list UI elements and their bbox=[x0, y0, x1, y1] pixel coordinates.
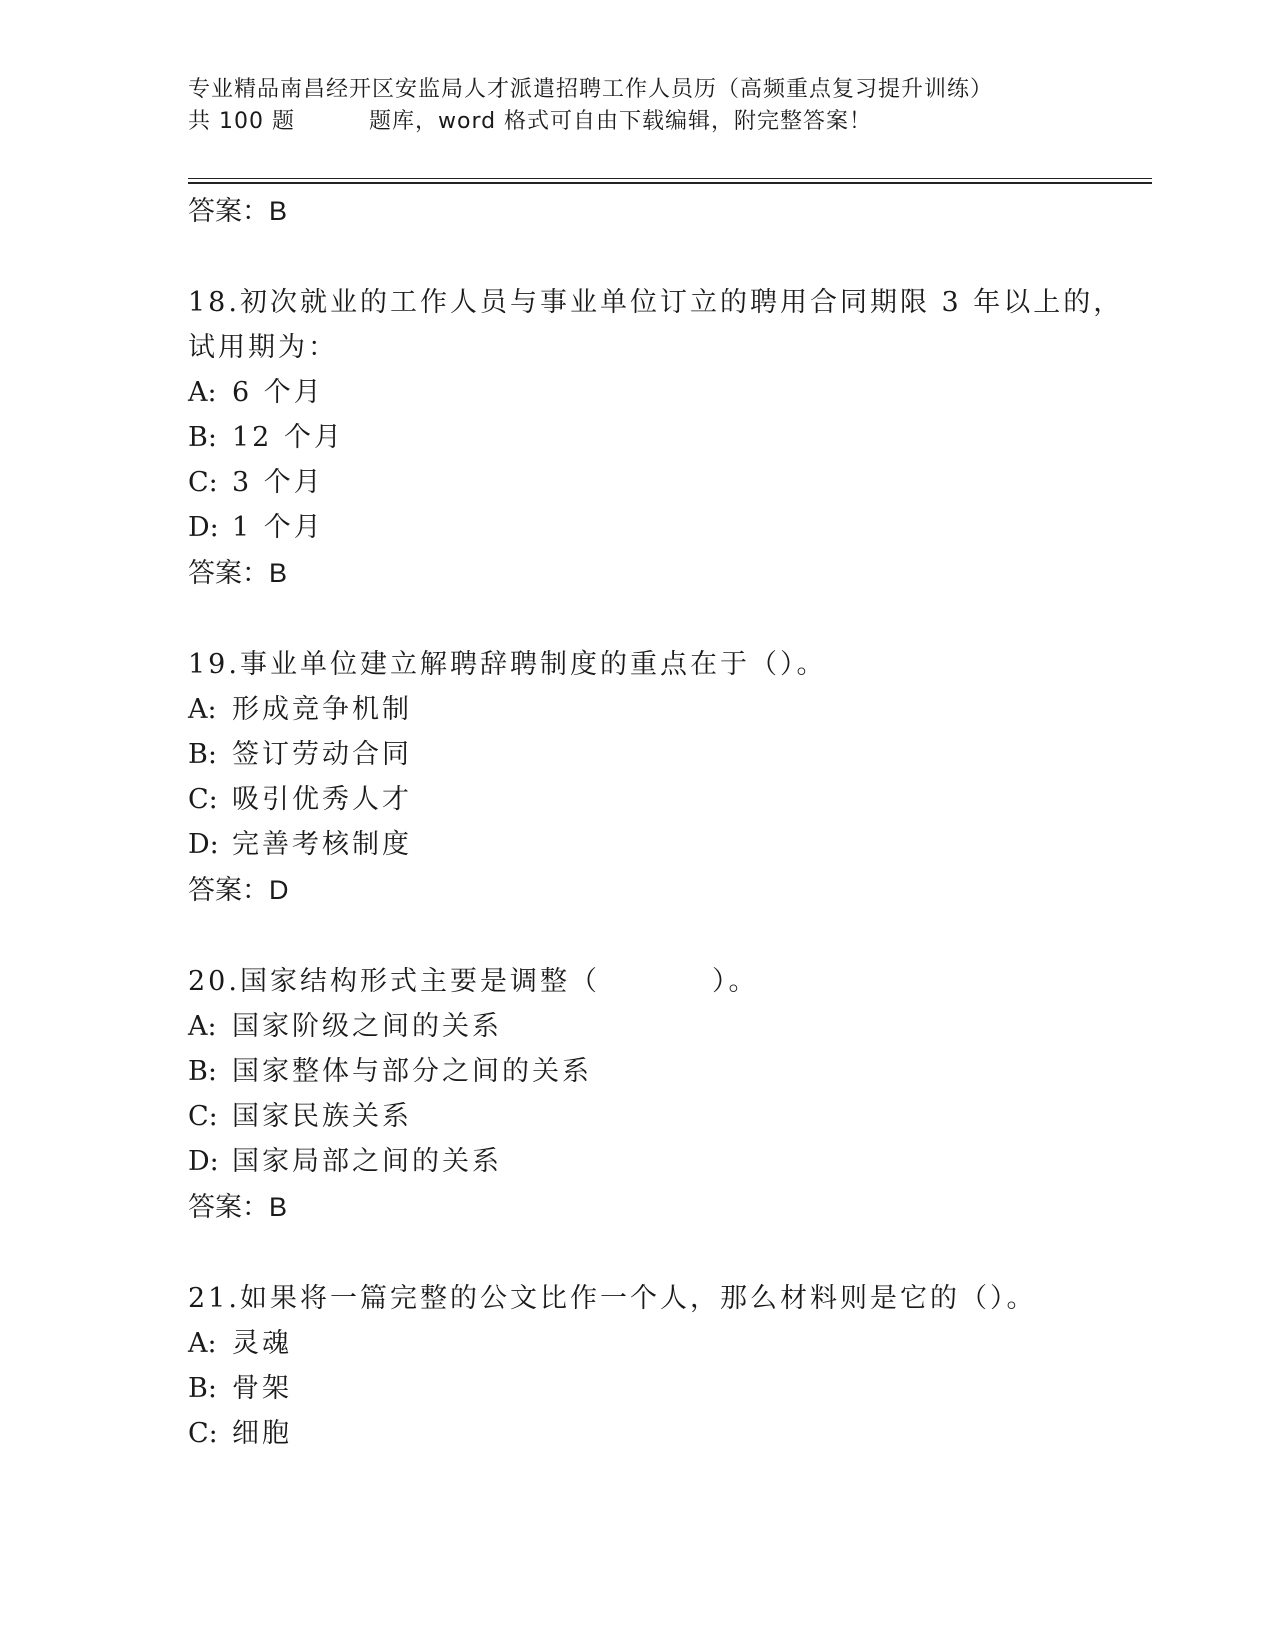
question-count: 共 100 题 bbox=[188, 109, 295, 134]
option-label: C: bbox=[188, 467, 218, 498]
option-a bbox=[188, 1321, 1148, 1366]
question-text-before-blank: 20.国家结构形式主要是调整（ bbox=[188, 966, 600, 997]
option-d bbox=[188, 1139, 1148, 1184]
option-label: B: bbox=[188, 1056, 217, 1087]
question-text bbox=[188, 959, 1148, 1004]
document-header bbox=[188, 74, 1148, 138]
option-text: 1 个月 bbox=[232, 512, 324, 543]
question-18 bbox=[188, 280, 1148, 596]
option-text: 3 个月 bbox=[232, 467, 324, 498]
option-text: 完善考核制度 bbox=[232, 829, 412, 860]
option-text: 吸引优秀人才 bbox=[232, 784, 412, 815]
option-text: 6 个月 bbox=[232, 377, 324, 408]
option-label: A: bbox=[188, 694, 217, 725]
question-list bbox=[188, 188, 1148, 1456]
option-label: A: bbox=[188, 1011, 217, 1042]
option-c bbox=[188, 1411, 1148, 1456]
option-text: 12 个月 bbox=[232, 422, 344, 453]
question-text: 19.事业单位建立解聘辞聘制度的重点在于（）。 bbox=[188, 649, 827, 680]
option-b bbox=[188, 732, 1148, 777]
option-label: C: bbox=[188, 1418, 218, 1449]
header-divider-thick bbox=[188, 182, 1152, 184]
option-label: D: bbox=[188, 1146, 219, 1177]
header-subtitle bbox=[188, 106, 1148, 138]
option-label: B: bbox=[188, 739, 217, 770]
option-c bbox=[188, 460, 1148, 505]
option-text: 骨架 bbox=[232, 1373, 292, 1404]
option-text: 灵魂 bbox=[232, 1328, 292, 1359]
option-label: C: bbox=[188, 784, 218, 815]
option-label: B: bbox=[188, 422, 217, 453]
option-text: 国家民族关系 bbox=[232, 1101, 412, 1132]
option-label: C: bbox=[188, 1101, 218, 1132]
answer-17: 答案：B bbox=[188, 196, 288, 226]
option-c bbox=[188, 1094, 1148, 1139]
option-label: D: bbox=[188, 512, 219, 543]
option-label: A: bbox=[188, 377, 217, 408]
option-text: 签订劳动合同 bbox=[232, 739, 412, 770]
option-text: 国家阶级之间的关系 bbox=[232, 1011, 502, 1042]
header-note: 题库，word 格式可自由下载编辑，附完整答案！ bbox=[368, 109, 873, 134]
option-text: 形成竞争机制 bbox=[232, 694, 412, 725]
answer-20: 答案：B bbox=[188, 1192, 288, 1222]
answer-18: 答案：B bbox=[188, 558, 288, 588]
question-19 bbox=[188, 642, 1148, 913]
answer-19: 答案：D bbox=[188, 875, 289, 905]
option-b bbox=[188, 1366, 1148, 1411]
option-label: B: bbox=[188, 1373, 217, 1404]
option-a bbox=[188, 370, 1148, 415]
option-label: A: bbox=[188, 1328, 217, 1359]
option-text: 国家整体与部分之间的关系 bbox=[232, 1056, 592, 1087]
question-21 bbox=[188, 1276, 1148, 1456]
question-text: 18.初次就业的工作人员与事业单位订立的聘用合同期限 3 年以上的，试用期为： bbox=[188, 287, 1124, 363]
option-c bbox=[188, 777, 1148, 822]
option-b bbox=[188, 1049, 1148, 1094]
option-text: 国家局部之间的关系 bbox=[232, 1146, 502, 1177]
option-d bbox=[188, 822, 1148, 867]
header-title: 专业精品南昌经开区安监局人才派遣招聘工作人员历（高频重点复习提升训练） bbox=[188, 77, 994, 102]
question-text-after-blank: ）。 bbox=[711, 966, 759, 997]
question-text: 21.如果将一篇完整的公文比作一个人，那么材料则是它的（）。 bbox=[188, 1283, 1037, 1314]
header-divider-thin bbox=[188, 178, 1152, 179]
question-20 bbox=[188, 959, 1148, 1230]
option-label: D: bbox=[188, 829, 219, 860]
option-d bbox=[188, 505, 1148, 550]
option-a bbox=[188, 687, 1148, 732]
option-b bbox=[188, 415, 1148, 460]
option-a bbox=[188, 1004, 1148, 1049]
option-text: 细胞 bbox=[232, 1418, 292, 1449]
